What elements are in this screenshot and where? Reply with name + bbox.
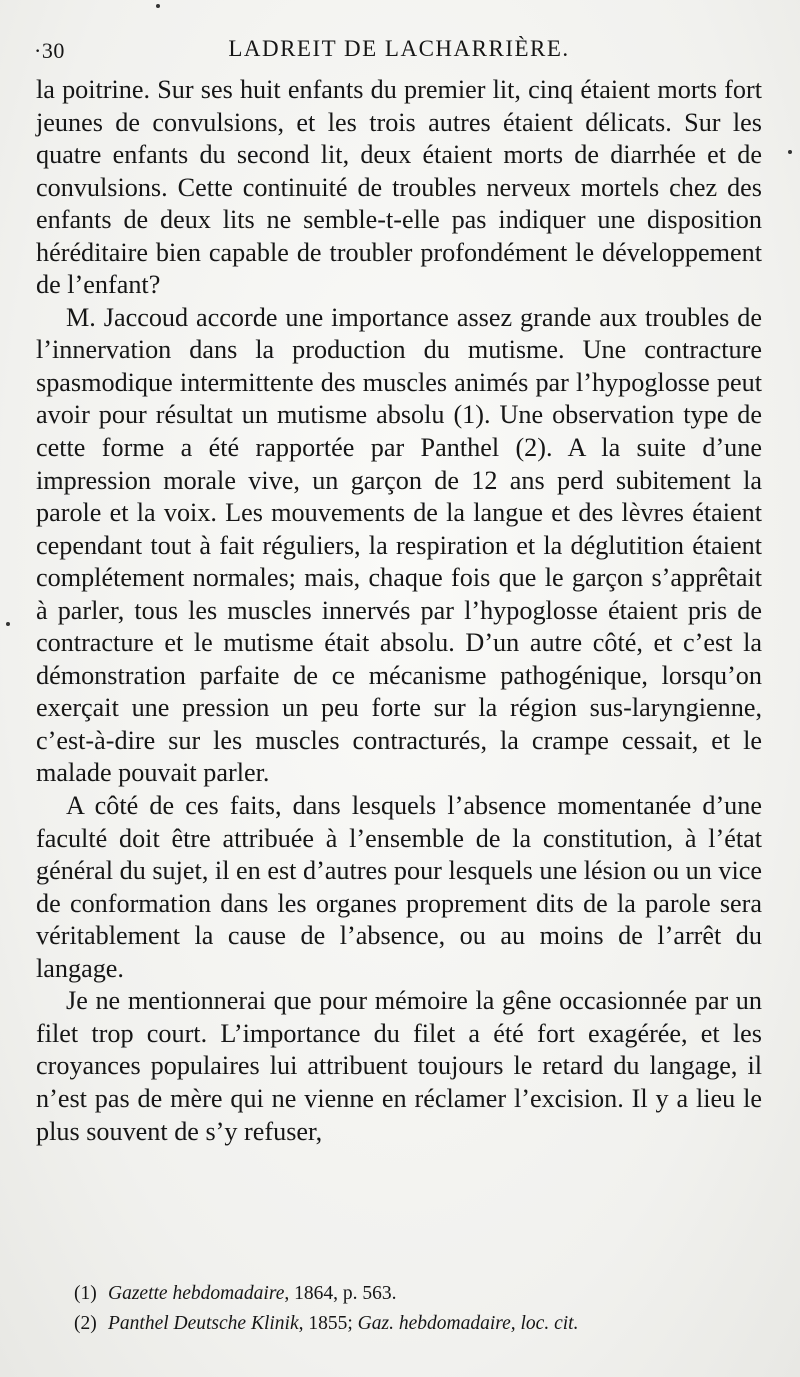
- page-number: ·30: [34, 38, 65, 63]
- footnote-details: , 1864, p. 563.: [284, 1283, 397, 1304]
- footnote-marker: (2): [74, 1313, 97, 1334]
- paragraph-jaccoud: M. Jaccoud accorde une importance assez grande aux troubles de l’innervation dans la production du mutisme. Une contracture spasmodique intermittente des muscles animés par l’hypoglosse peut avoir pour résultat un mutisme absolu (1). Une observation type de cette forme a été rapportée par Panthel (2). A la suite d’une impression morale vive, un garçon de 12 ans perd subitement la parole et la voix. Les mouvements de la langue et des lèvres étaient cependant tout à fait réguliers, la respiration et la déglutition étaient complétement normales; mais, chaque fois que le garçon s’apprêtait à parler, tous les muscles innervés par l’hypoglosse étaient pris de contracture et le mutisme était absolu. D’un autre côté, et c’est la démonstration parfaite de ce mécanisme pathogénique, lorsqu’on exerçait une pression un peu forte sur la région sus-laryngienne, c’est-à-dire sur les muscles contracturés, la crampe cessait, et le malade pouvait parler.: [36, 302, 762, 788]
- margin-speck: [156, 4, 160, 8]
- footnotes: [36, 1279, 762, 1339]
- page-header: [34, 34, 764, 68]
- paragraph-filet: Je ne mentionnerai que pour mémoire la gêne occasionnée par un filet trop court. L’importance du filet a été fort exagérée, et les croyances populaires lui attribuent toujours le retard du langage, il n’est pas de mère qui ne vienne en réclamer l’excision. Il y a lieu le plus souvent de s’y refuser,: [36, 986, 762, 1146]
- paragraph-continuation: la poitrine. Sur ses huit enfants du premier lit, cinq étaient morts fort jeunes de convulsions, et les trois autres étaient délicats. Sur les quatre enfants du second lit, deux étaient morts de diarrhée et de convulsions. Cette continuité de troubles nerveux mortels chez des enfants de deux lits ne semble-t-elle pas indiquer une disposition héréditaire bien capable de troubler profondément le développement de l’enfant?: [36, 75, 762, 300]
- margin-speck: [6, 622, 10, 626]
- footnote-marker: (1): [74, 1283, 97, 1304]
- footnote-2: [74, 1309, 762, 1339]
- margin-speck: [788, 150, 792, 154]
- footnote-source: Gazette hebdomadaire: [108, 1283, 285, 1304]
- footnote-details: , 1855;: [298, 1313, 358, 1334]
- paragraph-constitution: A côté de ces faits, dans lesquels l’absence momentanée d’une faculté doit être attribuée à l’ensemble de la constitution, à l’état général du sujet, il en est d’autres pour lesquels une lésion ou un vice de conformation dans les organes proprement dits de la parole sera véritablement la cause de l’absence, ou au moins de l’arrêt du langage.: [36, 791, 762, 983]
- footnote-source: Panthel Deutsche Klinik: [108, 1313, 299, 1334]
- footnote-1: [74, 1279, 762, 1309]
- running-title: LADREIT DE LACHARRIÈRE.: [228, 36, 570, 61]
- body-text: [36, 74, 762, 1148]
- footnote-source-secondary: Gaz. hebdomadaire, loc. cit.: [357, 1313, 579, 1334]
